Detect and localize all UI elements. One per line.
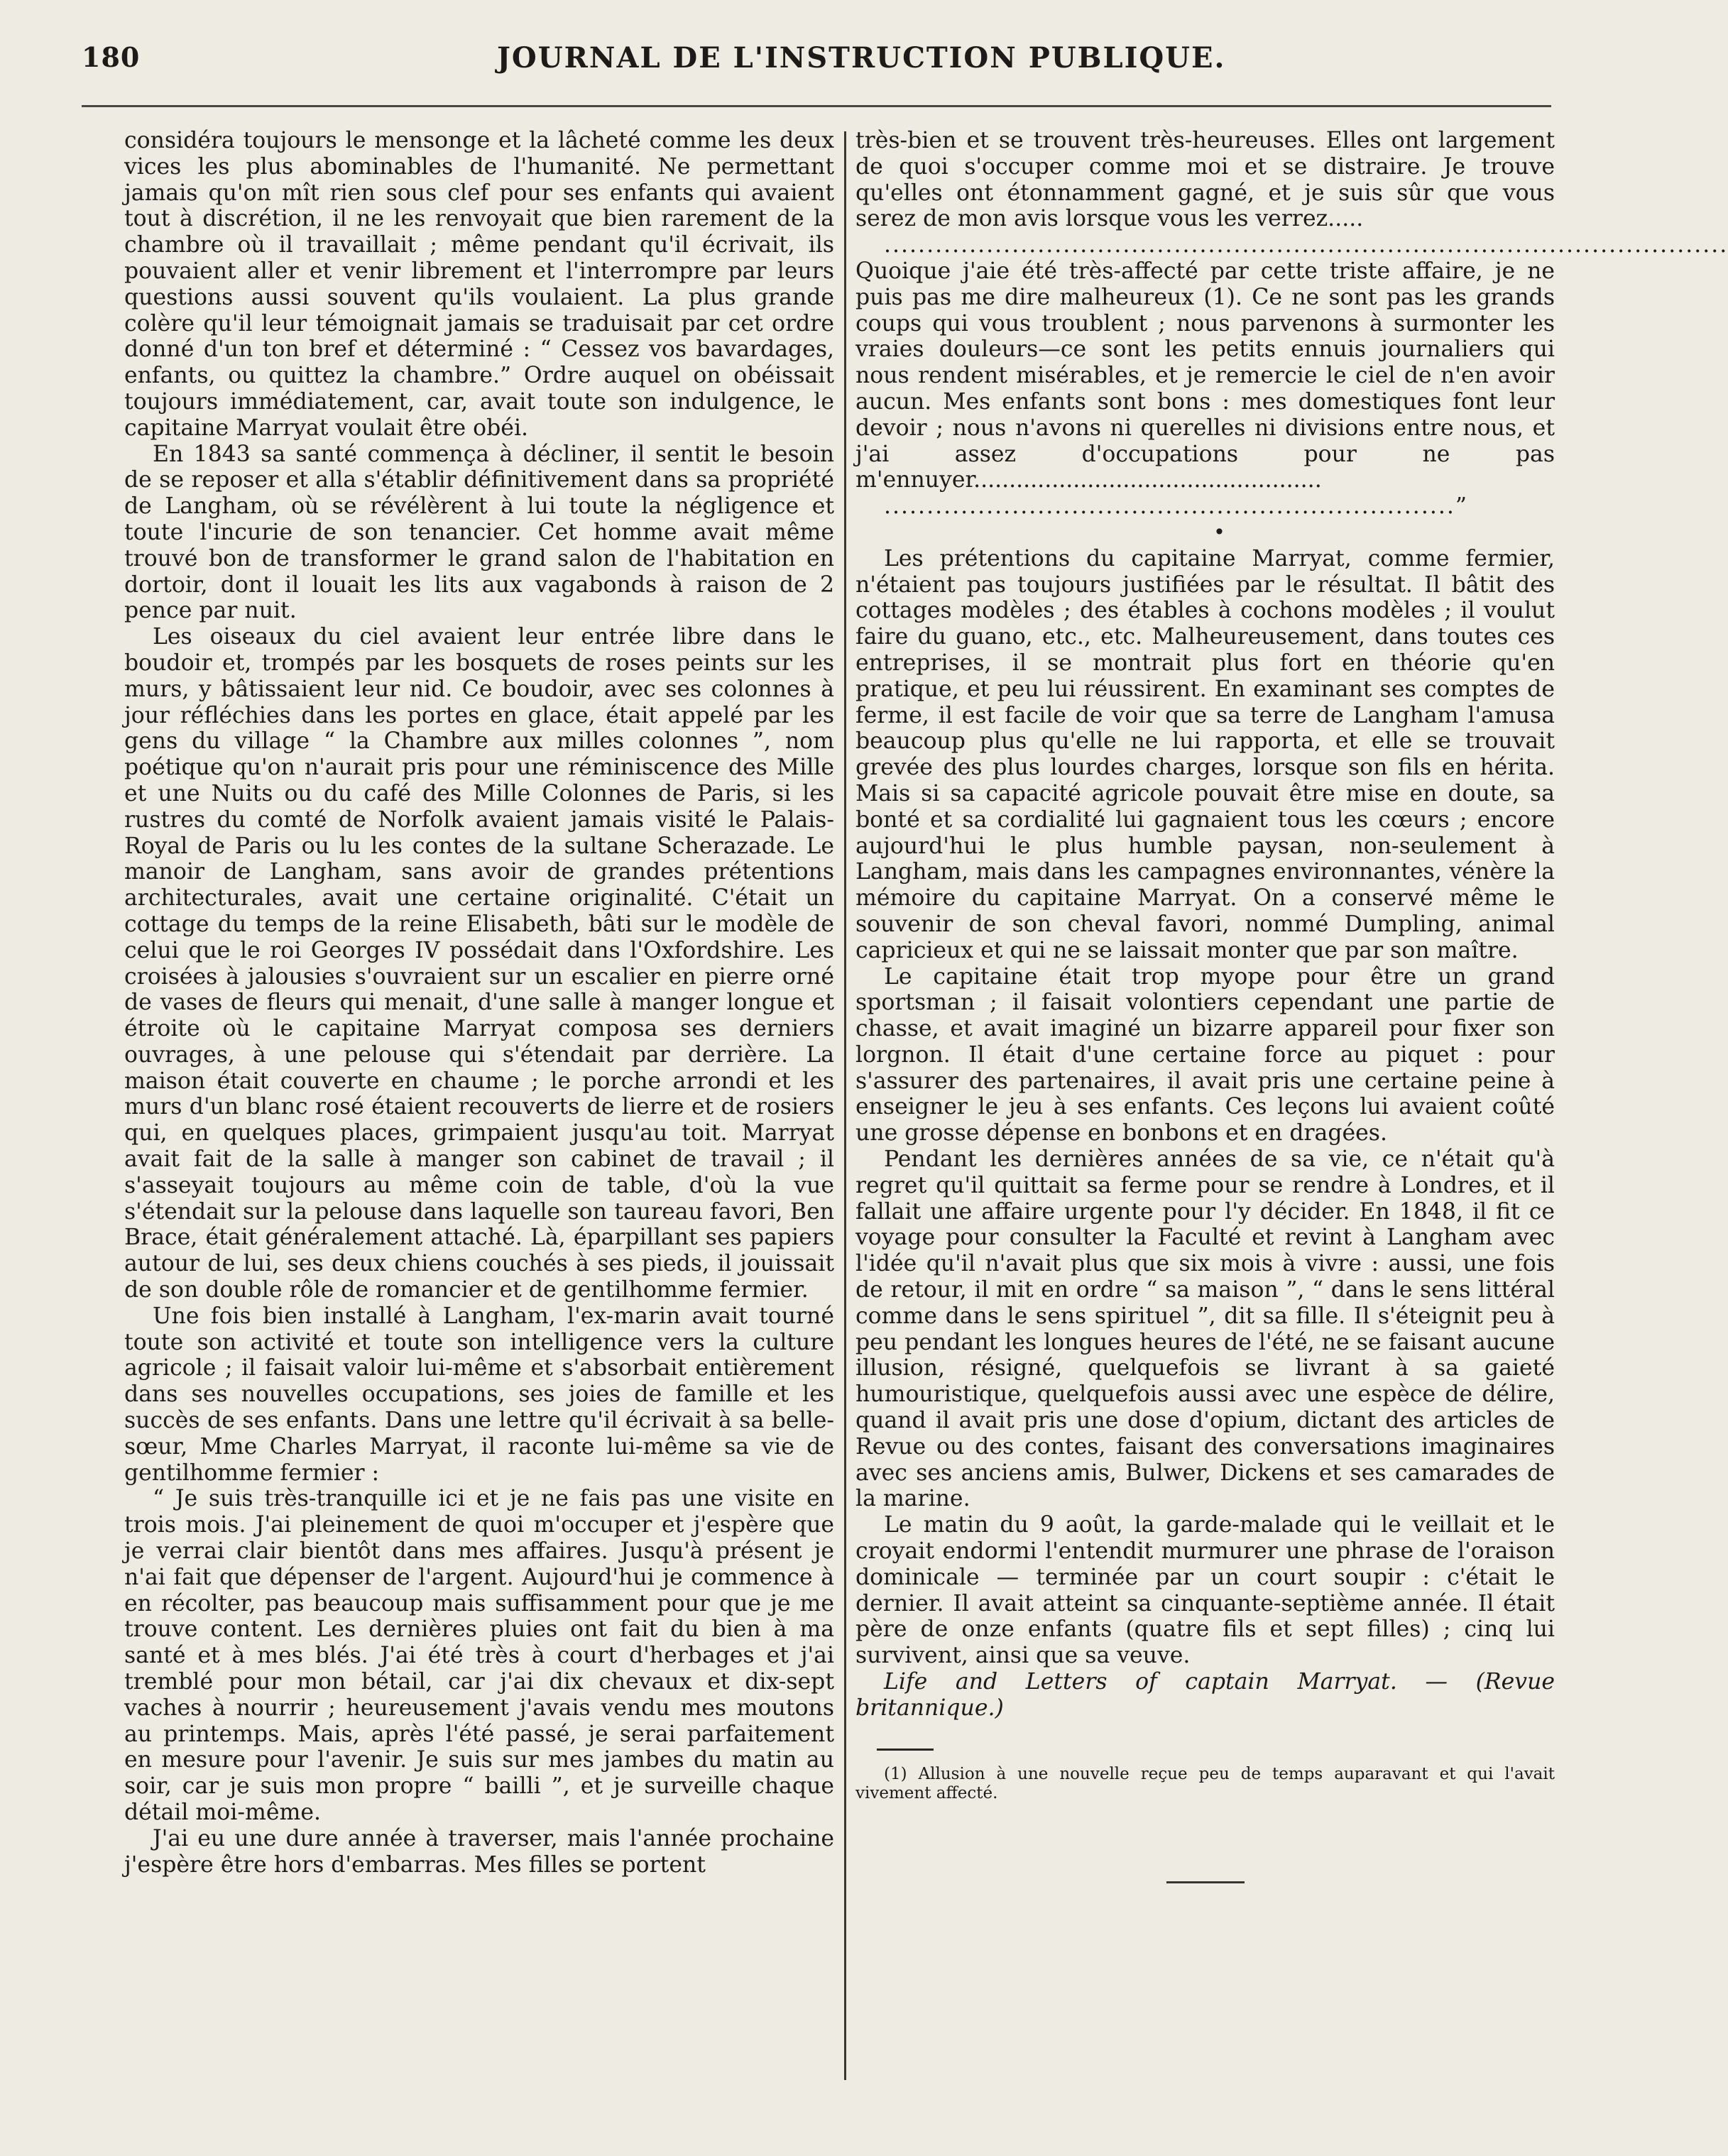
left-paragraph-5: “ Je suis très-tranquille ici et je ne fais pas une visite en trois mois. J'ai pleinement de quoi m'occuper et j'espère que je verrai clair bientôt dans mes affaires. Jusqu'à présent je n'ai fait que dépenser de l'argent. Aujourd'hui je commence à en récolter, pas beaucoup mais suffisamment pour que je me trouve content. Les dernières pluies ont fait du bien à ma santé et à mes blés. J'ai été très à court d'herbages et j'ai tremblé pour mon bétail, car j'ai dix chevaux et dix-sept vaches à nourrir ; heureusement j'avais vendu mes moutons au printemps. Mais, après l'été passé, je serai parfaitement en mesure pour l'avenir. Je suis sur mes jambes du matin au soir, car je suis mon propre “ bailli ”, et je surveille chaque détail moi-même. xyxy=(124,1486,834,1825)
right-paragraph-3: Les prétentions du capitaine Marryat, comme fermier, n'étaient pas toujours justifiées par le résultat. Il bâtit des cottages modèles ; des étables à cochons modèles ; il voulut faire du guano, etc., etc. Malheureusement, dans toutes ces entreprises, il se montrait plus fort en théorie qu'en pratique, et peu lui réussirent. En examinant ses comptes de ferme, il est facile de voir que sa terre de Langham l'amusa beaucoup plus qu'elle ne lui rapporta, et elle se trouvait grevée des plus lourdes charges, lorsque son fils en hérita. Mais si sa capacité agricole pouvait être mise en doute, sa bonté et sa cordialité lui gagnaient tous les cœurs ; encore aujourd'hui le plus humble paysan, non-seulement à Langham, mais dans les campagnes environnantes, vénère la mémoire du capitaine Marryat. On a conservé même le souvenir de son cheval favori, nommé Dumpling, animal capricieux et qui ne se laissait monter que par son maître. xyxy=(855,545,1555,963)
left-paragraph-1: considéra toujours le mensonge et la lâcheté comme les deux vices les plus abominables de l'humanité. Ne permettant jamais qu'on mît rien sous clef pour ses enfants qui avaient tout à discrétion, il ne les renvoyait que bien rarement de la chambre où il travaillait ; même pendant qu'il écrivait, ils pouvaient aller et venir librement et l'interrompre par leurs questions aussi souvent qu'ils voulaient. La plus grande colère qu'il leur témoignait jamais se traduisait par cet ordre donné d'un ton bref et déterminé : “ Cessez vos bavardages, enfants, ou quittez la chambre.” Ordre auquel on obéissait toujours immédiatement, car, avait toute son indulgence, le capitaine Marryat voulait être obéi. xyxy=(124,128,834,441)
footnote-rule xyxy=(877,1749,934,1751)
right-paragraph-5: Pendant les dernières années de sa vie, ce n'était qu'à regret qu'il quittait sa ferme pour se rendre à Londres, et il fallait une affaire urgente pour l'y décider. En 1848, il fit ce voyage pour consulter la Faculté et revint à Langham avec l'idée qu'il n'avait plus que six mois à vivre : aussi, une fois de retour, il mit en ordre “ sa maison ”, “ dans le sens littéral comme dans le sens spirituel ”, dit sa fille. Il s'éteignit peu à peu pendant les longues heures de l'été, ne se faisant aucune illusion, résigné, quelquefois se livrant à sa gaieté humouristique, quelquefois aussi avec une espèce de délire, quand il avait pris une dose d'opium, dictant des articles de Revue ou des contes, faisant des conversations imaginaires avec ses anciens amis, Bulwer, Dickens et ses camarades de la marine. xyxy=(855,1147,1555,1512)
right-column xyxy=(855,128,1728,1883)
left-paragraph-6: J'ai eu une dure année à traverser, mais l'année prochaine j'espère être hors d'embarras. Mes filles se portent xyxy=(124,1825,834,1878)
right-paragraph-1: très-bien et se trouvent très-heureuses. Elles ont largement de quoi s'occuper comme moi et se distraire. Je trouve qu'elles ont étonnamment gagné, et je suis sûr que vous serez de mon avis lorsque vous les verrez..... xyxy=(855,128,1555,232)
right-paragraph-2: Quoique j'aie été très-affecté par cette triste affaire, je ne puis pas me dire malheureux (1). Ce ne sont pas les grands coups qui vous troublent ; nous parvenons à surmonter les vraies douleurs—ce sont les petits ennuis journaliers qui nous rendent misérables, et je remercie le ciel de n'en avoir aucun. Mes enfants sont bons : mes domestiques font leur devoir ; nous n'avons ni querelles ni divisions entre nous, et j'ai assez d'occupations pour ne pas m'ennuyer................................................. xyxy=(855,258,1555,493)
footnote: (1) Allusion à une nouvelle reçue peu de temps auparavant et qui l'avait vivement affecté. xyxy=(855,1764,1555,1802)
end-rule xyxy=(1166,1881,1245,1883)
page-number: 180 xyxy=(82,41,141,73)
section-ornament: • xyxy=(1213,520,1225,544)
column-divider xyxy=(844,131,846,2080)
dotted-leader-1: ................................................................................................... xyxy=(884,232,1728,258)
dotted-leader-2: ...................................................................” xyxy=(884,493,1468,520)
header-rule xyxy=(82,105,1551,107)
running-title: JOURNAL DE L'INSTRUCTION PUBLIQUE. xyxy=(497,41,1226,75)
right-paragraph-6: Le matin du 9 août, la garde-malade qui le veillait et le croyait endormi l'entendit murmurer une phrase de l'oraison dominicale — terminée par un court soupir : c'était le dernier. Il avait atteint sa cinquante-septième année. Il était père de onze enfants (quatre fils et sept filles) ; cinq lui survivent, ainsi que sa veuve. xyxy=(855,1512,1555,1669)
source-citation: Life and Letters of captain Marryat. — (Revue britannique.) xyxy=(855,1669,1555,1721)
right-paragraph-4: Le capitaine était trop myope pour être un grand sportsman ; il faisait volontiers cependant une partie de chasse, et avait imaginé un bizarre appareil pour fixer son lorgnon. Il était d'une certaine force au piquet : pour s'assurer des partenaires, il avait pris une certaine peine à enseigner le jeu à ses enfants. Ces leçons lui avaient coûté une grosse dépense en bonbons et en dragées. xyxy=(855,963,1555,1147)
left-paragraph-3: Les oiseaux du ciel avaient leur entrée libre dans le boudoir et, trompés par les bosquets de roses peints sur les murs, y bâtissaient leur nid. Ce boudoir, avec ses colonnes à jour réfléchies dans les portes en glace, était appelé par les gens du village “ la Chambre aux milles colonnes ”, nom poétique qu'on n'aurait pris pour une réminiscence des Mille et une Nuits ou du café des Mille Colonnes de Paris, si les rustres du comté de Norfolk avaient jamais visité le Palais-Royal de Paris ou lu les contes de la sultane Scherazade. Le manoir de Langham, sans avoir de grandes prétentions architecturales, avait une certaine originalité. C'était un cottage du temps de la reine Elisabeth, bâti sur le modèle de celui que le roi Georges IV possédait dans l'Oxfordshire. Les croisées à jalousies s'ouvraient sur un escalier en pierre orné de vases de fleurs qui menait, d'une salle à manger longue et étroite où le capitaine Marryat composa ses derniers ouvrages, à une pelouse qui s'étendait par derrière. La maison était couverte en chaume ; le porche arrondi et les murs d'un blanc rosé étaient recouverts de lierre et de rosiers qui, en quelques places, grimpaient jusqu'au toit. Marryat avait fait de la salle à manger son cabinet de travail ; il s'asseyait toujours au même coin de table, d'où la vue s'étendait sur la pelouse dans laquelle son taureau favori, Ben Brace, était généralement attaché. Là, éparpillant ses papiers autour de lui, ses deux chiens couchés à ses pieds, il jouissait de son double rôle de romancier et de gentilhomme fermier. xyxy=(124,624,834,1303)
left-paragraph-4: Une fois bien installé à Langham, l'ex-marin avait tourné toute son activité et toute son intelligence vers la culture agricole ; il faisait valoir lui-même et s'absorbait entièrement dans ses nouvelles occupations, ses joies de famille et les succès de ses enfants. Dans une lettre qu'il écrivait à sa belle-sœur, Mme Charles Marryat, il raconte lui-même sa vie de gentilhomme fermier : xyxy=(124,1303,834,1486)
left-column xyxy=(124,128,834,1878)
left-paragraph-2: En 1843 sa santé commença à décliner, il sentit le besoin de se reposer et alla s'établir définitivement dans sa propriété de Langham, où se révélèrent à lui toute la négligence et toute l'incurie de son tenancier. Cet homme avait même trouvé bon de transformer le grand salon de l'habitation en dortoir, dont il louait les lits aux vagabonds à raison de 2 pence par nuit. xyxy=(124,441,834,624)
